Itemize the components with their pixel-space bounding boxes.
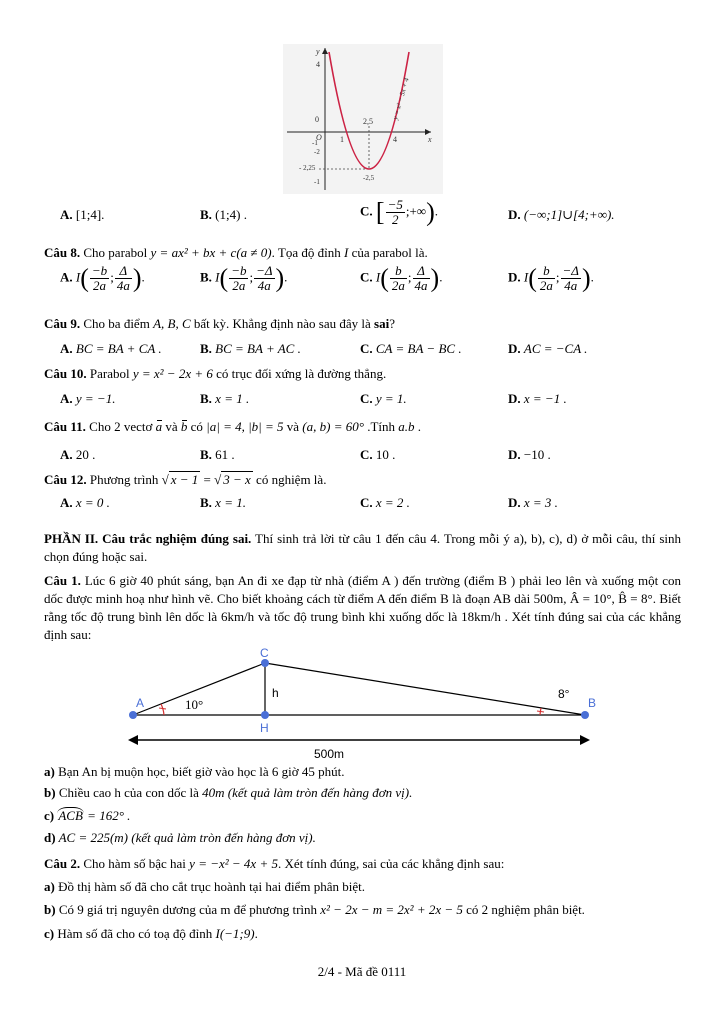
- q8-option-d[interactable]: D. I( $\frac{b}{2a}$ ; $\frac{-\Delta}{4a}$ ).: [508, 263, 594, 293]
- part2-intro: PHẦN II. Câu trắc nghiệm đúng sai. Thí sinh trả lời từ câu 1 đến câu 4. Trong mỗi ý a), b), c), d) ở mỗi câu, thí sinh chọn đúng hoặc sai.: [44, 531, 681, 564]
- page-footer: 2/4 - Mã đề 0111: [317, 964, 407, 979]
- label-angle-a: 10°: [185, 697, 204, 712]
- p2-stem: Câu 2. Cho hàm số bậc hai y = −x² − 4x + 5. Xét tính đúng, sai của các khẳng định sau:: [44, 856, 505, 871]
- q9-options: [60, 340, 700, 358]
- q9-option-a[interactable]: A. BC = BA + CA .: [60, 341, 162, 356]
- p2-c: c) Hàm số đã cho có toạ độ đỉnh I(−1;9).: [44, 926, 258, 941]
- q8-option-b[interactable]: B. I( $\frac{-b}{2a}$ ; $\frac{-\Delta}{4a}$ ).: [200, 263, 288, 293]
- q12-stem: Câu 12. Phương trình √ x − 1 = √ 3 − x có nghiệm là.: [44, 472, 327, 487]
- point-h: [261, 711, 269, 719]
- graph-tick: O: [316, 133, 322, 142]
- graph-tick: -2,5: [363, 174, 375, 182]
- q11-option-b[interactable]: B. 61 .: [200, 447, 235, 462]
- curve-label: y = x² − 5x + 4: [391, 76, 411, 121]
- graph-y-label: y: [316, 47, 320, 56]
- q10-option-c[interactable]: C. y = 1.: [360, 391, 407, 406]
- q7-options: [60, 197, 700, 227]
- q8-option-c[interactable]: C. I( $\frac{b}{2a}$ ; $\frac{\Delta}{4a}$ ).: [360, 263, 443, 293]
- q10-option-b[interactable]: B. x = 1 .: [200, 391, 250, 406]
- label-h-height: h: [272, 686, 279, 700]
- q9-option-d[interactable]: D. AC = −CA .: [508, 341, 588, 356]
- q7-option-a[interactable]: A. [1;4].: [60, 207, 105, 222]
- q10-options: [60, 390, 700, 408]
- q9-option-b[interactable]: B. BC = BA + AC .: [200, 341, 301, 356]
- q10-stem: Câu 10. Parabol y = x² − 2x + 6 có trục đối xứng là đường thẳng.: [44, 366, 387, 381]
- p1-b: b) Chiều cao h của con dốc là 40m (kết quả làm tròn đến hàng đơn vị).: [44, 785, 413, 800]
- graph-tick: - 2,25: [299, 164, 316, 172]
- graph-tick: 1: [340, 135, 344, 144]
- q12-option-d[interactable]: D. x = 3 .: [508, 495, 558, 510]
- p1-d: d) AC = 225(m) (kết quả làm tròn đến hàng đơn vị).: [44, 830, 316, 845]
- q10-option-a[interactable]: A. y = −1.: [60, 391, 116, 406]
- label-a: A: [136, 696, 145, 710]
- q9-option-c[interactable]: C. CA = BA − BC .: [360, 341, 462, 356]
- graph-tick: 4: [393, 135, 397, 144]
- q8-options: [60, 263, 700, 293]
- graph-tick: 2,5: [363, 117, 373, 126]
- q8-option-a[interactable]: A. I( $\frac{-b}{2a}$ ; $\frac{\Delta}{4a}$ ).: [60, 263, 145, 293]
- graph-tick: -2: [314, 148, 320, 156]
- point-b: [581, 711, 589, 719]
- point-c: [261, 659, 269, 667]
- hill-diagram: [124, 646, 604, 762]
- p1-stem: Câu 1. Lúc 6 giờ 40 phút sáng, bạn An đi xe đạp từ nhà (điểm A ) đến trường (điểm B ) phải leo lên và xuống một con dốc được minh hoạ như hình vẽ. Cho biết khoảng cách từ điểm A đến điểm B là đoạn AB dài 500m, Â = 10°, B̂ = 8°. Biết rằng tốc độ trung bình lên dốc là 6km/h và tốc độ trung bình khi xuống dốc là 18km/h . Xét tính đúng sai của các khẳng định sau:: [44, 573, 681, 642]
- q7-option-c[interactable]: C. [ $\frac{-5}{2}$ ;+∞).: [360, 197, 438, 227]
- p2-a: a) Đồ thị hàm số đã cho cắt trục hoành tại hai điểm phân biệt.: [44, 879, 365, 894]
- point-a: [129, 711, 137, 719]
- p1-c: c) ACB = 162° .: [44, 808, 131, 823]
- q12-options: [60, 494, 700, 512]
- q8-stem: Câu 8. Cho parabol y = ax² + bx + c(a ≠ 0). Tọa độ đỉnh I của parabol là.: [44, 245, 428, 260]
- p2-b: b) Có 9 giá trị nguyên dương của m để phương trình x² − 2x − m = 2x² + 2x − 5 có 2 nghiệm phân biệt.: [44, 902, 585, 917]
- label-c: C: [260, 646, 269, 660]
- q11-option-a[interactable]: A. 20 .: [60, 447, 96, 462]
- label-angle-b: 8°: [558, 687, 570, 701]
- label-b: B: [588, 696, 597, 710]
- q11-option-c[interactable]: C. 10 .: [360, 447, 396, 462]
- graph-tick: -1: [314, 178, 320, 186]
- q9-stem: Câu 9. Cho ba điểm A, B, C bất kỳ. Khẳng định nào sau đây là sai?: [44, 316, 395, 331]
- q12-option-c[interactable]: C. x = 2 .: [360, 495, 410, 510]
- q11-stem: Câu 11. Cho 2 vectơ a và b có |a| = 4, |b| = 5 và (a, b) = 60° .Tính a.b .: [44, 419, 421, 434]
- graph-tick: 4: [316, 60, 320, 69]
- q7-option-d[interactable]: D. (−∞;1]∪[4;+∞).: [508, 207, 615, 222]
- graph-tick: -1: [312, 139, 318, 147]
- p1-a: a) Bạn An bị muộn học, biết giờ vào học là 6 giờ 45 phút.: [44, 764, 345, 779]
- q11-options: [60, 446, 700, 464]
- q12-option-b[interactable]: B. x = 1.: [200, 495, 246, 510]
- q10-option-d[interactable]: D. x = −1 .: [508, 391, 567, 406]
- graph-tick: 0: [315, 115, 319, 124]
- graph-x-label: x: [428, 135, 432, 144]
- q7-option-b[interactable]: B. (1;4) .: [200, 207, 247, 222]
- parabola-graph: [283, 44, 443, 194]
- label-h: H: [260, 721, 269, 735]
- label-length: 500m: [314, 747, 345, 761]
- q12-option-a[interactable]: A. x = 0 .: [60, 495, 110, 510]
- q11-option-d[interactable]: D. −10 .: [508, 447, 551, 462]
